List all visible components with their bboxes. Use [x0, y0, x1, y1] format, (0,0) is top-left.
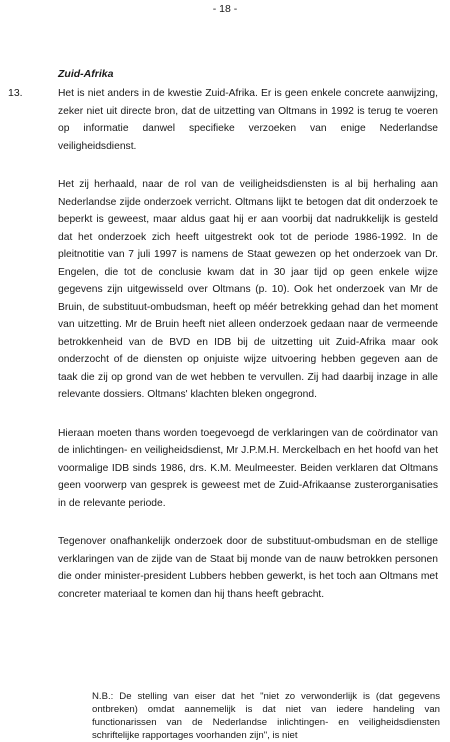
page-number: - 18 - [212, 3, 238, 15]
body-text [58, 85, 438, 624]
paragraph-4: Tegenover onafhankelijk onderzoek door de substituut-ombudsman en de stellige verklaringen van de zijde van de Staat bij monde van de nauw betrokken personen die onder minister-president Lubbers hebben gewerkt, is het toch aan Oltmans met concreter materiaal te komen dan hij thans heeft gebracht. [58, 536, 438, 600]
section-title: Zuid-Afrika [58, 68, 114, 80]
item-number: 13. [8, 87, 23, 99]
paragraph-3: Hieraan moeten thans worden toegevoegd de verklaringen van de coördinator van de inlichtingen- en veiligheidsdienst, Mr J.P.M.H. Merckelbach en het hoofd van het voormalige IDB sinds 1986, drs. K.M. Meulmeester. Beiden verklaren dat Oltmans geen voorwerp van gesprek is geweest met de Zuid-Afrikaanse zusterorganisaties in de relevante periode. [58, 427, 438, 509]
note-paragraph: N.B.: De stelling van eiser dat het "niet zo verwonderlijk is (dat gegevens ontbreken) omdat aannemelijk is dat niet van iedere handeling van functionarissen van de Nederlandse inlichtingen- en veiligheidsdiensten schriftelijke rapportages voorhanden zijn", is niet [92, 691, 440, 741]
paragraph-1: Het is niet anders in de kwestie Zuid-Afrika. Er is geen enkele concrete aanwijzing, zeker niet uit directe bron, dat de uitzetting van Oltmans in 1992 is terug te voeren op informatie danwel specifieke verzoeken van enige Nederlandse veiligheidsdienst. [58, 88, 438, 152]
paragraph-2: Het zij herhaald, naar de rol van de veiligheidsdiensten is al bij herhaling aan Nederlandse zijde onderzoek verricht. Oltmans lijkt te betogen dat dit onderzoek te beperkt is geweest, maar aldus gaat hij er aan voorbij dat nadrukkelijk is gesteld dat het onderzoek zich heeft uitgestrekt ook tot de periode 1986-1992. In de pleitnotitie van 7 juli 1997 is namens de Staat gewezen op het onderzoek van Dr. Engelen, die tot de conclusie kwam dat in 30 jaar tijd op geen enkele wijze gegevens zijn uitgewisseld over Oltmans (p. 10). Ook het onderzoek van Mr de Bruin, de substituut-ombudsman, heeft op méér betrekking gehad dan het moment van uitzetting. Mr de Bruin heeft niet alleen onderzoek gedaan naar de vermeende betrokkenheid van de BVD en IDB bij de uitzetting uit Zuid-Afrika maar ook onderzocht of de diensten op onjuiste wijze uitvoering hebben gegeven aan de taak die zij op grond van de wet hebben te vervullen. Zij had daarbij inzage in alle relevante dossiers. Oltmans' klachten bleken ongegrond. [58, 179, 438, 400]
